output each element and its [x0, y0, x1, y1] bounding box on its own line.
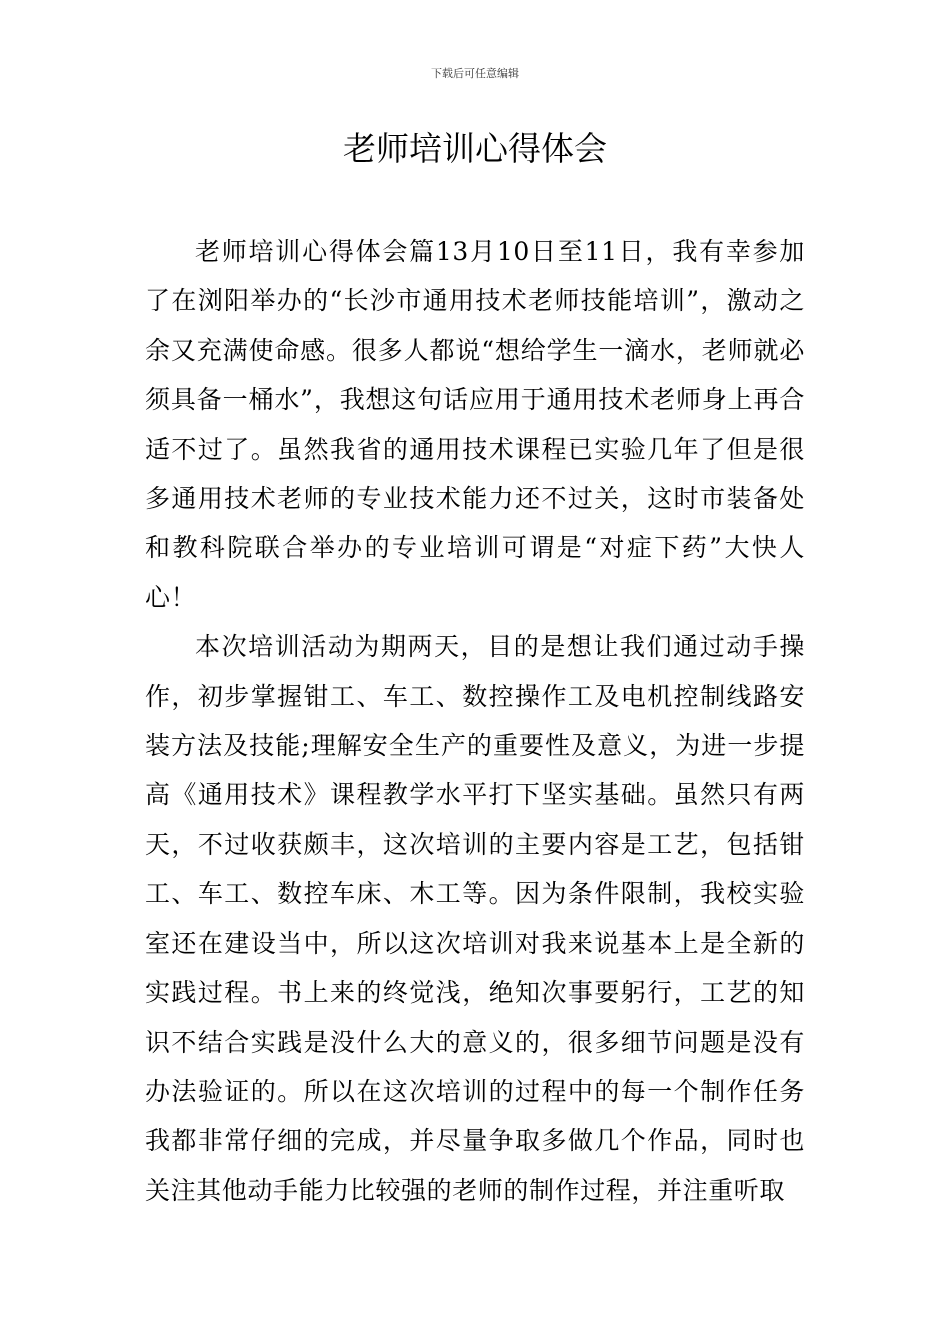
paragraph-2: 本次培训活动为期两天，目的是想让我们通过动手操作，初步掌握钳工、车工、数控操作工及电机控制线路安装方法及技能;理解安全生产的重要性及意义，为进一步提高《通用技术》课程教学水平打下坚实基础。虽然只有两天，不过收获颇丰，这次培训的主要内容是工艺，包括钳工、车工、数控车床、木工等。因为条件限制，我校实验室还在建设当中，所以这次培训对我来说基本上是全新的实践过程。书上来的终觉浅，绝知次事要躬行，工艺的知识不结合实践是没什么大的意义的，很多细节问题是没有办法验证的。所以在这次培训的过程中的每一个制作任务我都非常仔细的完成，并尽量争取多做几个作品，同时也关注其他动手能力比较强的老师的制作过程，并注重听取: [145, 632, 805, 1205]
document-body: [145, 227, 805, 1215]
header-note: 下载后可任意编辑: [431, 67, 519, 80]
document-title: 老师培训心得体会: [343, 129, 607, 168]
paragraph-1: 老师培训心得体会篇13月10日至11日，我有幸参加了在浏阳举办的“长沙市通用技术老师技能培训”，激动之余又充满使命感。很多人都说“想给学生一滴水，老师就必须具备一桶水”，我想这句话应用于通用技术老师身上再合适不过了。虽然我省的通用技术课程已实验几年了但是很多通用技术老师的专业技术能力还不过关，这时市装备处和教科院联合举办的专业培训可谓是“对症下药”大快人心！: [145, 237, 805, 612]
